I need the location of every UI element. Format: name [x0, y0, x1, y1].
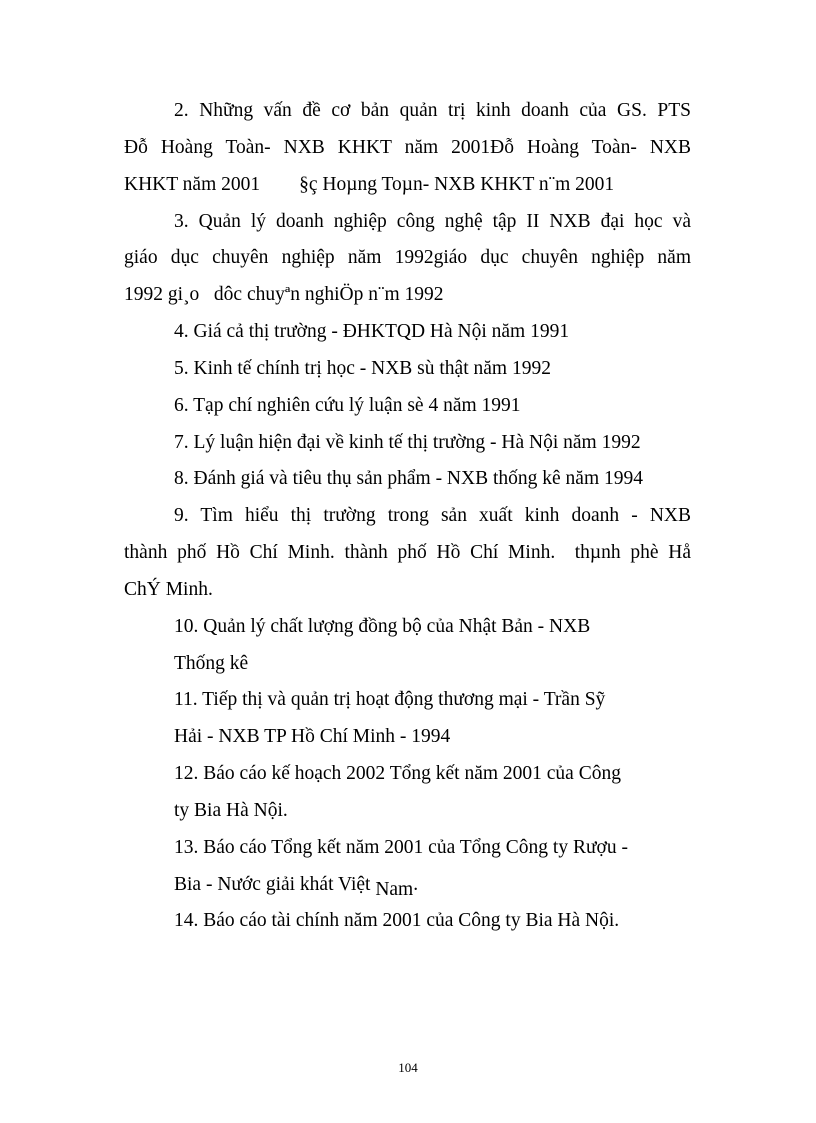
reference-6: 6. Tạp chí nghiên cứu lý luận sè 4 năm 1991	[174, 395, 521, 416]
reference-10-line-1: 10. Quản lý chất lượng đồng bộ của Nhật Bản - NXB	[174, 616, 591, 637]
reference-14: 14. Báo cáo tài chính năm 2001 của Công ty Bia Hà Nội.	[174, 910, 620, 931]
reference-3-line-1: 3. Quản lý doanh nghiệp công nghệ tập II NXB đại học và	[174, 211, 691, 232]
reference-13-tail-end: .	[413, 874, 419, 895]
reference-8: 8. Đánh giá và tiêu thụ sản phẩm - NXB thống kê năm 1994	[174, 468, 643, 489]
reference-5: 5. Kinh tế chính trị học - NXB sù thật năm 1992	[174, 358, 551, 379]
reference-13-line-2-text: Bia - Nước giải khát Việt	[174, 874, 371, 895]
reference-3-line-2: giáo dục chuyên nghiệp năm 1992giáo dục chuyên nghiệp năm	[124, 247, 691, 268]
reference-9-line-3: ChÝ Minh.	[124, 579, 213, 600]
reference-9-line-2: thành phố Hồ Chí Minh. thành phố Hồ Chí Minh. thµnh phè Hå	[124, 542, 691, 563]
reference-11-line-2: Hải - NXB TP Hồ Chí Minh - 1994	[174, 726, 451, 747]
reference-11-line-1: 11. Tiếp thị và quản trị hoạt động thương mại - Trần Sỹ	[174, 689, 606, 710]
reference-9-line-1: 9. Tìm hiểu thị trường trong sản xuất kinh doanh - NXB	[174, 505, 691, 526]
reference-2-line-2: Đỗ Hoàng Toàn- NXB KHKT năm 2001Đỗ Hoàng Toàn- NXB	[124, 137, 691, 158]
reference-12-line-1: 12. Báo cáo kế hoạch 2002 Tổng kết năm 2001 của Công	[174, 763, 621, 784]
reference-13-line-1: 13. Báo cáo Tổng kết năm 2001 của Tổng Công ty Rượu -	[174, 837, 628, 858]
reference-2-line-3: KHKT năm 2001 §ç Hoµng Toµn- NXB KHKT n¨m 2001	[124, 174, 615, 195]
reference-2-line-1: 2. Những vấn đề cơ bản quản trị kinh doanh của GS. PTS	[174, 100, 691, 121]
reference-7: 7. Lý luận hiện đại về kinh tế thị trường - Hà Nội năm 1992	[174, 432, 641, 453]
reference-4: 4. Giá cả thị trường - ĐHKTQD Hà Nội năm 1991	[174, 321, 570, 342]
page-number: 104	[398, 1060, 418, 1075]
reference-13-subscript: Nam	[375, 879, 414, 900]
reference-13-line-2	[174, 873, 419, 900]
reference-12-line-2: ty Bia Hà Nội.	[174, 800, 288, 821]
reference-10-line-2: Thống kê	[174, 653, 249, 674]
reference-3-line-3: 1992 gi¸o dôc chuyªn nghiÖp n¨m 1992	[124, 284, 444, 305]
